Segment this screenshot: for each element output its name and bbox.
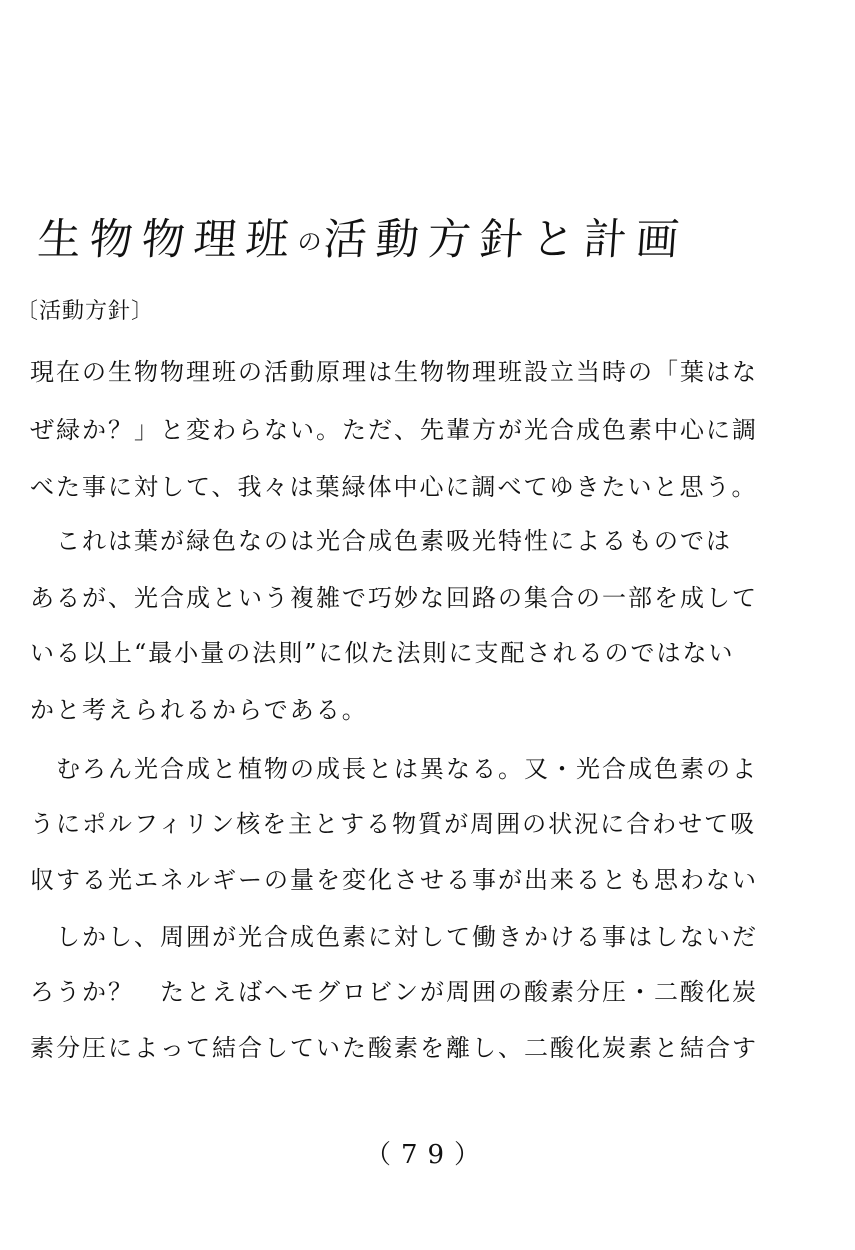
page-title [36,206,690,267]
body-line: うにポルフィリン核を主とする物質が周囲の状況に合わせて吸 [30,810,757,838]
body-line: かと考えられるからである。 [30,696,368,724]
section-label: 〔活動方針〕 [16,299,155,324]
title-part1: 生物物理班 [36,215,300,265]
body-line: ぜ緑か？」と変わらない。ただ、先輩方が光合成色素中心に調 [30,416,758,444]
body-line: あるが、光合成という複雑で巧妙な回路の集合の一部を成して [30,584,758,612]
body-line: 収する光エネルギーの量を変化させる事が出来るとも思わない [30,866,758,894]
body-line: これは葉が緑色なのは光合成色素吸光特性によるものでは [30,527,732,555]
title-part2: 活動方針と計画 [322,215,690,265]
body-line: べた事に対して、我々は葉緑体中心に調べてゆきたいと思う。 [30,473,758,501]
body-line: 現在の生物物理班の活動原理は生物物理班設立当時の「葉はな [30,358,758,386]
body-line: むろん光合成と植物の成長とは異なる。又・光合成色素のよ [30,755,758,783]
body-line: 素分圧によって結合していた酸素を離し、二酸化炭素と結合す [30,1034,758,1062]
title-particle: の [296,228,325,256]
page-number: （79） [364,1140,491,1170]
body-line: いる以上“最小量の法則”に似た法則に支配されるのではない [30,639,735,667]
body-line: ろうか？ たとえばヘモグロビンが周囲の酸素分圧・二酸化炭 [30,978,758,1006]
body-line: しかし、周囲が光合成色素に対して働きかける事はしないだ [30,923,758,951]
